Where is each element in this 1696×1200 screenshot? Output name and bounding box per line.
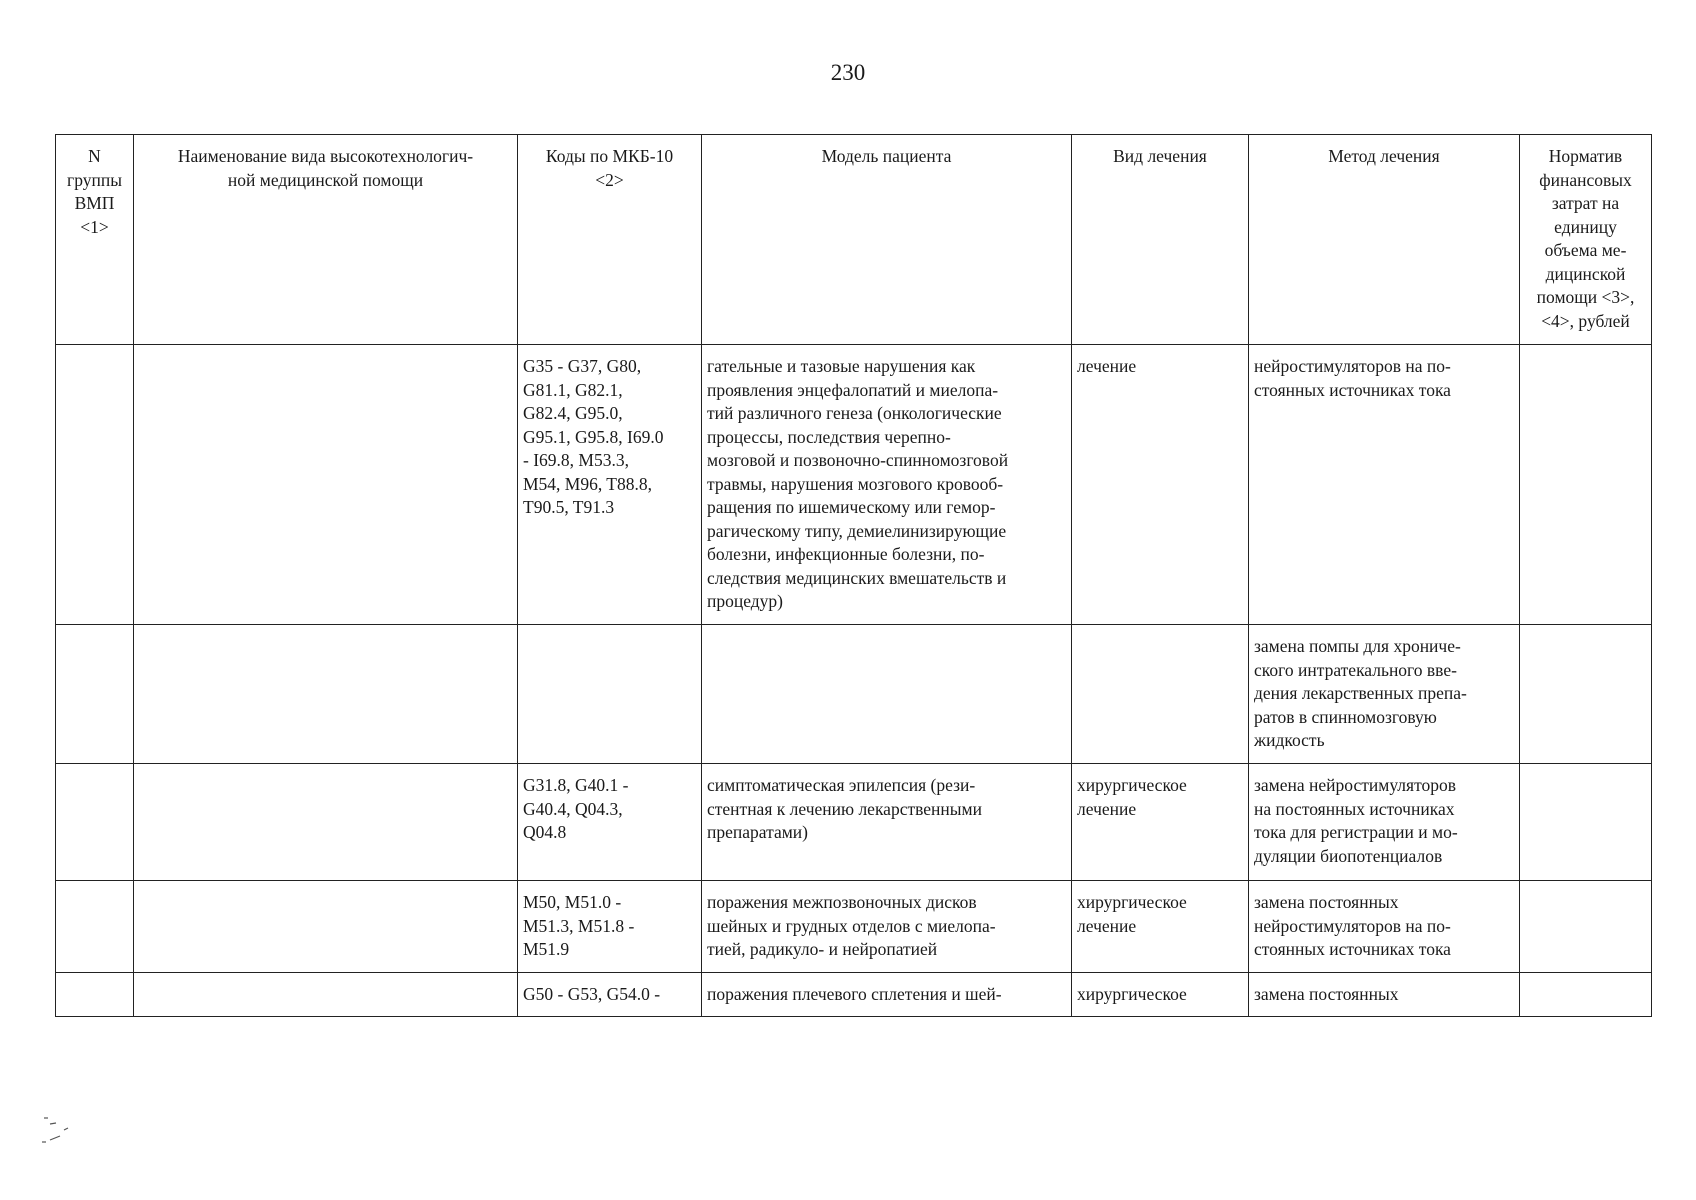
table-row: [56, 764, 1652, 881]
cell-icd10-codes: G35 - G37, G80, G81.1, G82.1, G82.4, G95.0, G95.1, G95.8, I69.0 - I69.8, M53.3, M54, M96, T88.8, T90.5, T91.3: [518, 345, 702, 625]
table-row: [56, 881, 1652, 973]
cell-treatment-method: нейростимуляторов на по- стоянных источниках тока: [1249, 345, 1520, 625]
cell-icd10-codes: G31.8, G40.1 - G40.4, Q04.3, Q04.8: [518, 764, 702, 881]
cell-care-type-name: [134, 345, 518, 625]
cell-treatment-type: хирургическое лечение: [1072, 881, 1249, 973]
cell-icd10-codes: [518, 625, 702, 764]
cell-cost-norm: [1520, 764, 1652, 881]
cell-patient-model: поражения плечевого сплетения и шей-: [702, 973, 1072, 1017]
cell-patient-model: [702, 625, 1072, 764]
table-row: [56, 345, 1652, 625]
cell-patient-model: гательные и тазовые нарушения как проявления энцефалопатий и миелопа- тий различного генеза (онкологические процессы, последствия черепно- мозговой и позвоночно-спинномозговой травмы, нарушения мозгового кровооб- ращения по ишемическому или гемор- рагическому типу, демиелинизирующие болезни, инфекционные болезни, по- следствия медицинских вмешательств и процедур): [702, 345, 1072, 625]
cell-treatment-type: хирургическое: [1072, 973, 1249, 1017]
header-patient-model: Модель пациента: [702, 135, 1072, 345]
cell-patient-model: поражения межпозвоночных дисков шейных и грудных отделов с миелопа- тией, радикуло- и нейропатией: [702, 881, 1072, 973]
cell-treatment-method: замена помпы для хрониче- ского интратекального вве- дения лекарственных препа- ратов в спинномозговую жидкость: [1249, 625, 1520, 764]
cell-care-type-name: [134, 973, 518, 1017]
cell-group-number: [56, 625, 134, 764]
cell-care-type-name: [134, 881, 518, 973]
cell-treatment-type: хирургическое лечение: [1072, 764, 1249, 881]
cell-group-number: [56, 973, 134, 1017]
header-icd10-codes: Коды по МКБ-10 <2>: [518, 135, 702, 345]
cell-group-number: [56, 345, 134, 625]
cell-group-number: [56, 881, 134, 973]
cell-group-number: [56, 764, 134, 881]
cell-treatment-method: замена нейростимуляторов на постоянных источниках тока для регистрации и мо- дуляции биопотенциалов: [1249, 764, 1520, 881]
cell-cost-norm: [1520, 881, 1652, 973]
cell-treatment-type: [1072, 625, 1249, 764]
page-number: 230: [830, 60, 866, 85]
cell-cost-norm: [1520, 973, 1652, 1017]
cell-treatment-method: замена постоянных нейростимуляторов на по- стоянных источниках тока: [1249, 881, 1520, 973]
header-treatment-type: Вид лечения: [1072, 135, 1249, 345]
cell-care-type-name: [134, 625, 518, 764]
header-treatment-method: Метод лечения: [1249, 135, 1520, 345]
cell-care-type-name: [134, 764, 518, 881]
scan-artifact-mark: [36, 1110, 76, 1150]
table-header-row: [56, 135, 1652, 345]
header-cost-norm: Норматив финансовых затрат на единицу объема ме- дицинской помощи <3>, <4>, рублей: [1520, 135, 1652, 345]
cell-cost-norm: [1520, 625, 1652, 764]
table-row: [56, 973, 1652, 1017]
cell-icd10-codes: G50 - G53, G54.0 -: [518, 973, 702, 1017]
cell-cost-norm: [1520, 345, 1652, 625]
vmp-table: [55, 134, 1652, 1017]
header-care-type-name: Наименование вида высокотехнологич- ной медицинской помощи: [134, 135, 518, 345]
cell-treatment-method: замена постоянных: [1249, 973, 1520, 1017]
table-row: [56, 625, 1652, 764]
cell-patient-model: симптоматическая эпилепсия (рези- стентная к лечению лекарственными препаратами): [702, 764, 1072, 881]
cell-icd10-codes: M50, M51.0 - M51.3, M51.8 - M51.9: [518, 881, 702, 973]
header-group-number: N группы ВМП <1>: [56, 135, 134, 345]
cell-treatment-type: лечение: [1072, 345, 1249, 625]
